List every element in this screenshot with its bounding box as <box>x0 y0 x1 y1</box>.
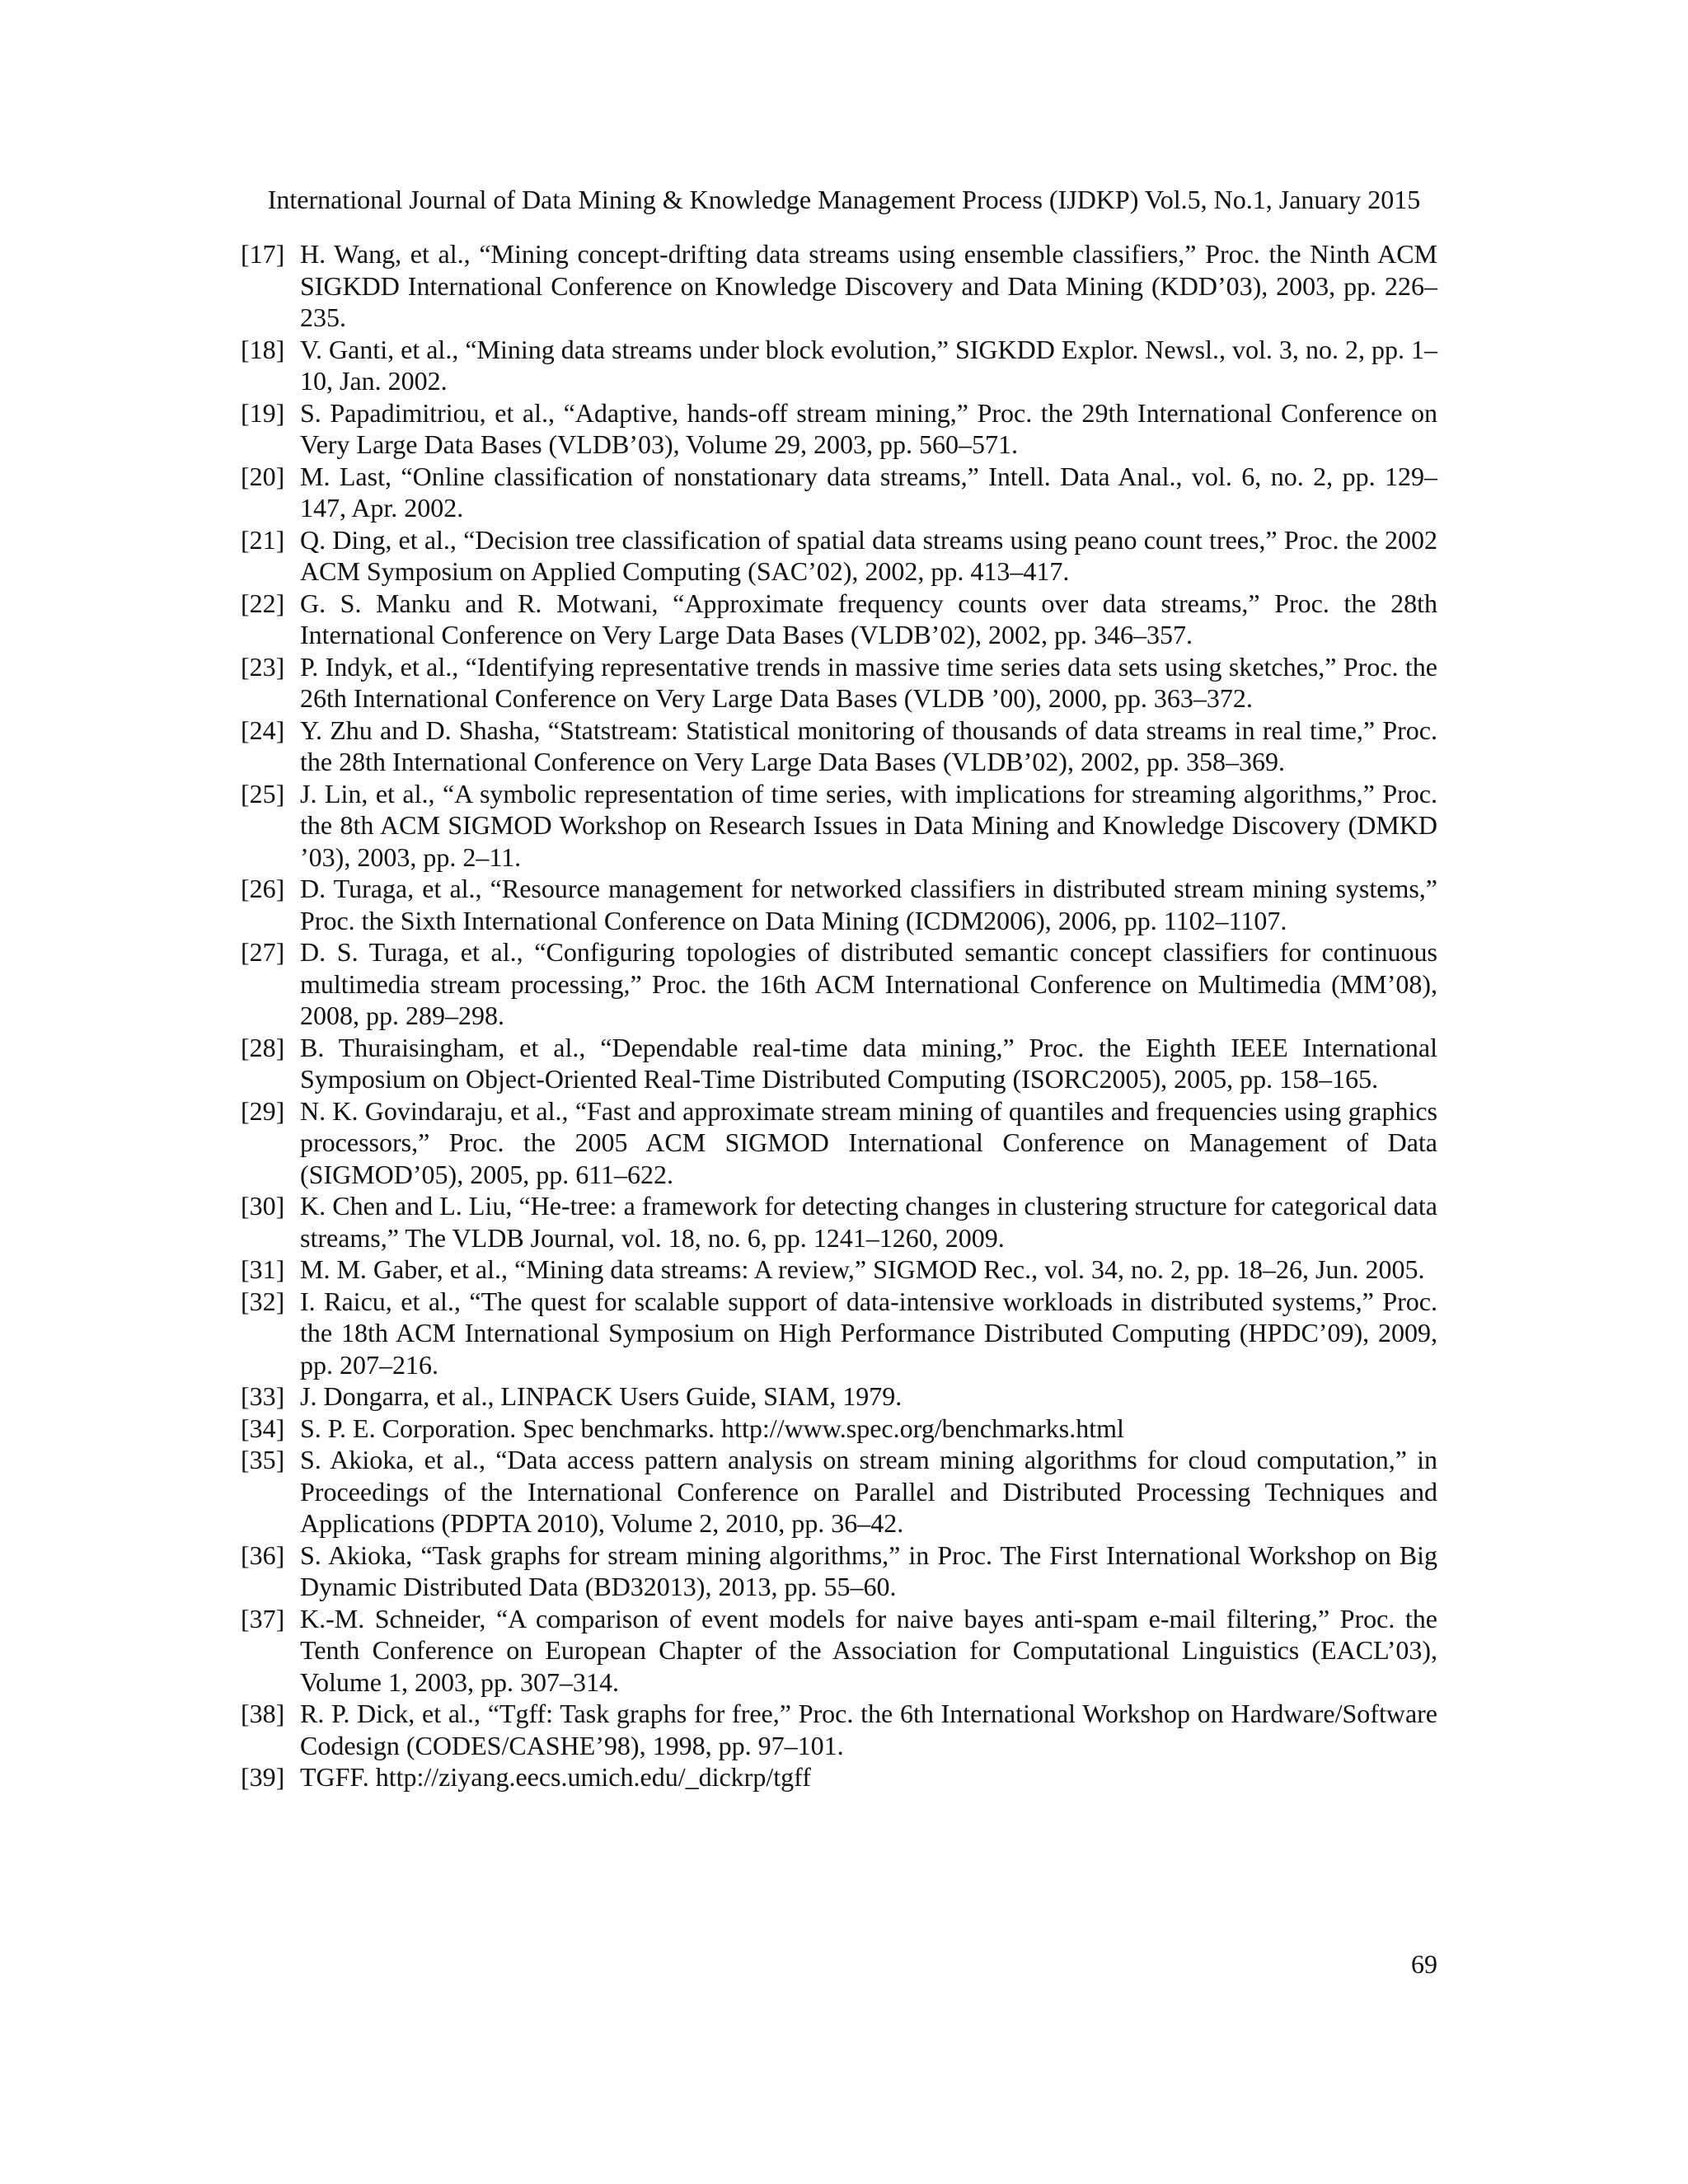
reference-text: K.-M. Schneider, “A comparison of event models for naive bayes anti-spam e-mail filtering,” Proc. the Tenth Conference on European Chapter of the Association for Computational Linguistics (EACL’03), Volume 1, 2003, pp. 307–314. <box>300 1603 1437 1697</box>
reference-text: N. K. Govindaraju, et al., “Fast and approximate stream mining of quantiles and frequencies using graphics processors,” Proc. the 2005 ACM SIGMOD International Conference on Management of Data (SIGMOD’05), 2005, pp. 611–622. <box>300 1095 1437 1189</box>
reference-number: [29] <box>241 1095 285 1126</box>
reference-item <box>241 1444 1437 1540</box>
reference-number: [22] <box>241 588 285 618</box>
reference-number: [26] <box>241 874 285 903</box>
reference-number: [35] <box>241 1445 285 1474</box>
reference-number: [32] <box>241 1286 285 1316</box>
reference-item <box>241 397 1437 461</box>
reference-item <box>241 1095 1437 1191</box>
reference-item <box>241 1603 1437 1699</box>
reference-text: G. S. Manku and R. Motwani, “Approximate frequency counts over data streams,” Proc. the 28th International Conference on Very Large Data Bases (VLDB’02), 2002, pp. 346–357. <box>300 588 1437 649</box>
reference-number: [37] <box>241 1603 285 1633</box>
reference-text: M. Last, “Online classification of nonstationary data streams,” Intell. Data Anal., vol. 6, no. 2, pp. 129–147, Apr. 2002. <box>300 461 1437 523</box>
reference-text: S. P. E. Corporation. Spec benchmarks. http://www.spec.org/benchmarks.html <box>300 1413 1124 1443</box>
reference-item <box>241 524 1437 588</box>
reference-number: [34] <box>241 1413 285 1443</box>
reference-text: TGFF. http://ziyang.eecs.umich.edu/_dickrp/tgff <box>300 1762 811 1792</box>
reference-item <box>241 1540 1437 1603</box>
reference-text: I. Raicu, et al., “The quest for scalable support of data-intensive workloads in distributed systems,” Proc. the 18th ACM International Symposium on High Performance Distributed Computing (HPDC’09), 2009, pp. 207–216. <box>300 1286 1437 1380</box>
reference-number: [23] <box>241 651 285 682</box>
reference-text: S. Akioka, “Task graphs for stream mining algorithms,” in Proc. The First International Workshop on Big Dynamic Distributed Data (BD32013), 2013, pp. 55–60. <box>300 1540 1437 1601</box>
reference-text: V. Ganti, et al., “Mining data streams under block evolution,” SIGKDD Explor. Newsl., vol. 3, no. 2, pp. 1–10, Jan. 2002. <box>300 334 1437 396</box>
reference-item <box>241 238 1437 334</box>
reference-number: [18] <box>241 334 285 364</box>
reference-item <box>241 715 1437 778</box>
reference-item <box>241 461 1437 524</box>
reference-text: P. Indyk, et al., “Identifying representative trends in massive time series data sets using sketches,” Proc. the 26th International Conference on Very Large Data Bases (VLDB ’00), 2000, pp. 363–372. <box>300 651 1437 713</box>
reference-list <box>241 238 1437 1793</box>
reference-number: [38] <box>241 1699 285 1728</box>
reference-text: Y. Zhu and D. Shasha, “Statstream: Statistical monitoring of thousands of data streams in real time,” Proc. the 28th International Conference on Very Large Data Bases (VLDB’02), 2002, pp. 358–369. <box>300 715 1437 776</box>
reference-number: [30] <box>241 1191 285 1221</box>
running-header: International Journal of Data Mining & Knowledge Management Process (IJDKP) Vol.5, No.1, January 2015 <box>267 185 1421 214</box>
reference-number: [17] <box>241 239 285 269</box>
reference-item <box>241 778 1437 874</box>
reference-item <box>241 1190 1437 1254</box>
reference-text: J. Lin, et al., “A symbolic representation of time series, with implications for streaming algorithms,” Proc. the 8th ACM SIGMOD Workshop on Research Issues in Data Mining and Knowledge Discovery (DMKD ’03), 2003, pp. 2–11. <box>300 778 1437 872</box>
reference-item <box>241 873 1437 936</box>
reference-number: [19] <box>241 397 285 428</box>
reference-number: [25] <box>241 778 285 808</box>
reference-item <box>241 1286 1437 1381</box>
reference-item <box>241 1761 1437 1793</box>
reference-number: [36] <box>241 1540 285 1570</box>
reference-number: [27] <box>241 937 285 967</box>
reference-item <box>241 936 1437 1032</box>
reference-text: B. Thuraisingham, et al., “Dependable real-time data mining,” Proc. the Eighth IEEE International Symposium on Object-Oriented Real-Time Distributed Computing (ISORC2005), 2005, pp. 158–165. <box>300 1032 1437 1094</box>
reference-item <box>241 1413 1437 1445</box>
reference-text: S. Papadimitriou, et al., “Adaptive, hands-off stream mining,” Proc. the 29th International Conference on Very Large Data Bases (VLDB’03), Volume 29, 2003, pp. 560–571. <box>300 397 1437 459</box>
reference-text: S. Akioka, et al., “Data access pattern analysis on stream mining algorithms for cloud computation,” in Proceedings of the International Conference on Parallel and Distributed Processing Techniques and Applications (PDPTA 2010), Volume 2, 2010, pp. 36–42. <box>300 1445 1437 1538</box>
reference-text: M. M. Gaber, et al., “Mining data streams: A review,” SIGMOD Rec., vol. 34, no. 2, pp. 18–26, Jun. 2005. <box>300 1254 1425 1284</box>
reference-item <box>241 1380 1437 1413</box>
reference-item <box>241 334 1437 397</box>
reference-item <box>241 1698 1437 1761</box>
reference-number: [31] <box>241 1254 285 1284</box>
reference-text: D. Turaga, et al., “Resource management for networked classifiers in distributed stream mining systems,” Proc. the Sixth International Conference on Data Mining (ICDM2006), 2006, pp. 1102–1107. <box>300 874 1437 935</box>
reference-item <box>241 651 1437 715</box>
reference-text: J. Dongarra, et al., LINPACK Users Guide, SIAM, 1979. <box>300 1381 903 1411</box>
reference-number: [28] <box>241 1032 285 1062</box>
reference-text: H. Wang, et al., “Mining concept-drifting data streams using ensemble classifiers,” Proc. the Ninth ACM SIGKDD International Conference on Knowledge Discovery and Data Mining (KDD’03), 2003, pp. 226–235. <box>300 239 1437 332</box>
reference-item <box>241 1032 1437 1095</box>
reference-text: Q. Ding, et al., “Decision tree classification of spatial data streams using peano count trees,” Proc. the 2002 ACM Symposium on Applied Computing (SAC’02), 2002, pp. 413–417. <box>300 524 1437 586</box>
reference-number: [21] <box>241 524 285 555</box>
page-number: 69 <box>1411 1949 1437 1979</box>
reference-number: [39] <box>241 1762 285 1792</box>
reference-text: R. P. Dick, et al., “Tgff: Task graphs for free,” Proc. the 6th International Workshop on Hardware/Software Codesign (CODES/CASHE’98), 1998, pp. 97–101. <box>300 1699 1437 1760</box>
reference-number: [24] <box>241 715 285 745</box>
reference-text: D. S. Turaga, et al., “Configuring topologies of distributed semantic concept classifiers for continuous multimedia stream processing,” Proc. the 16th ACM International Conference on Multimedia (MM’08), 2008, pp. 289–298. <box>300 937 1437 1030</box>
reference-number: [33] <box>241 1381 285 1411</box>
reference-item <box>241 588 1437 651</box>
reference-text: K. Chen and L. Liu, “He-tree: a framework for detecting changes in clustering structure for categorical data streams,” The VLDB Journal, vol. 18, no. 6, pp. 1241–1260, 2009. <box>300 1191 1437 1253</box>
reference-number: [20] <box>241 461 285 491</box>
reference-item <box>241 1254 1437 1286</box>
